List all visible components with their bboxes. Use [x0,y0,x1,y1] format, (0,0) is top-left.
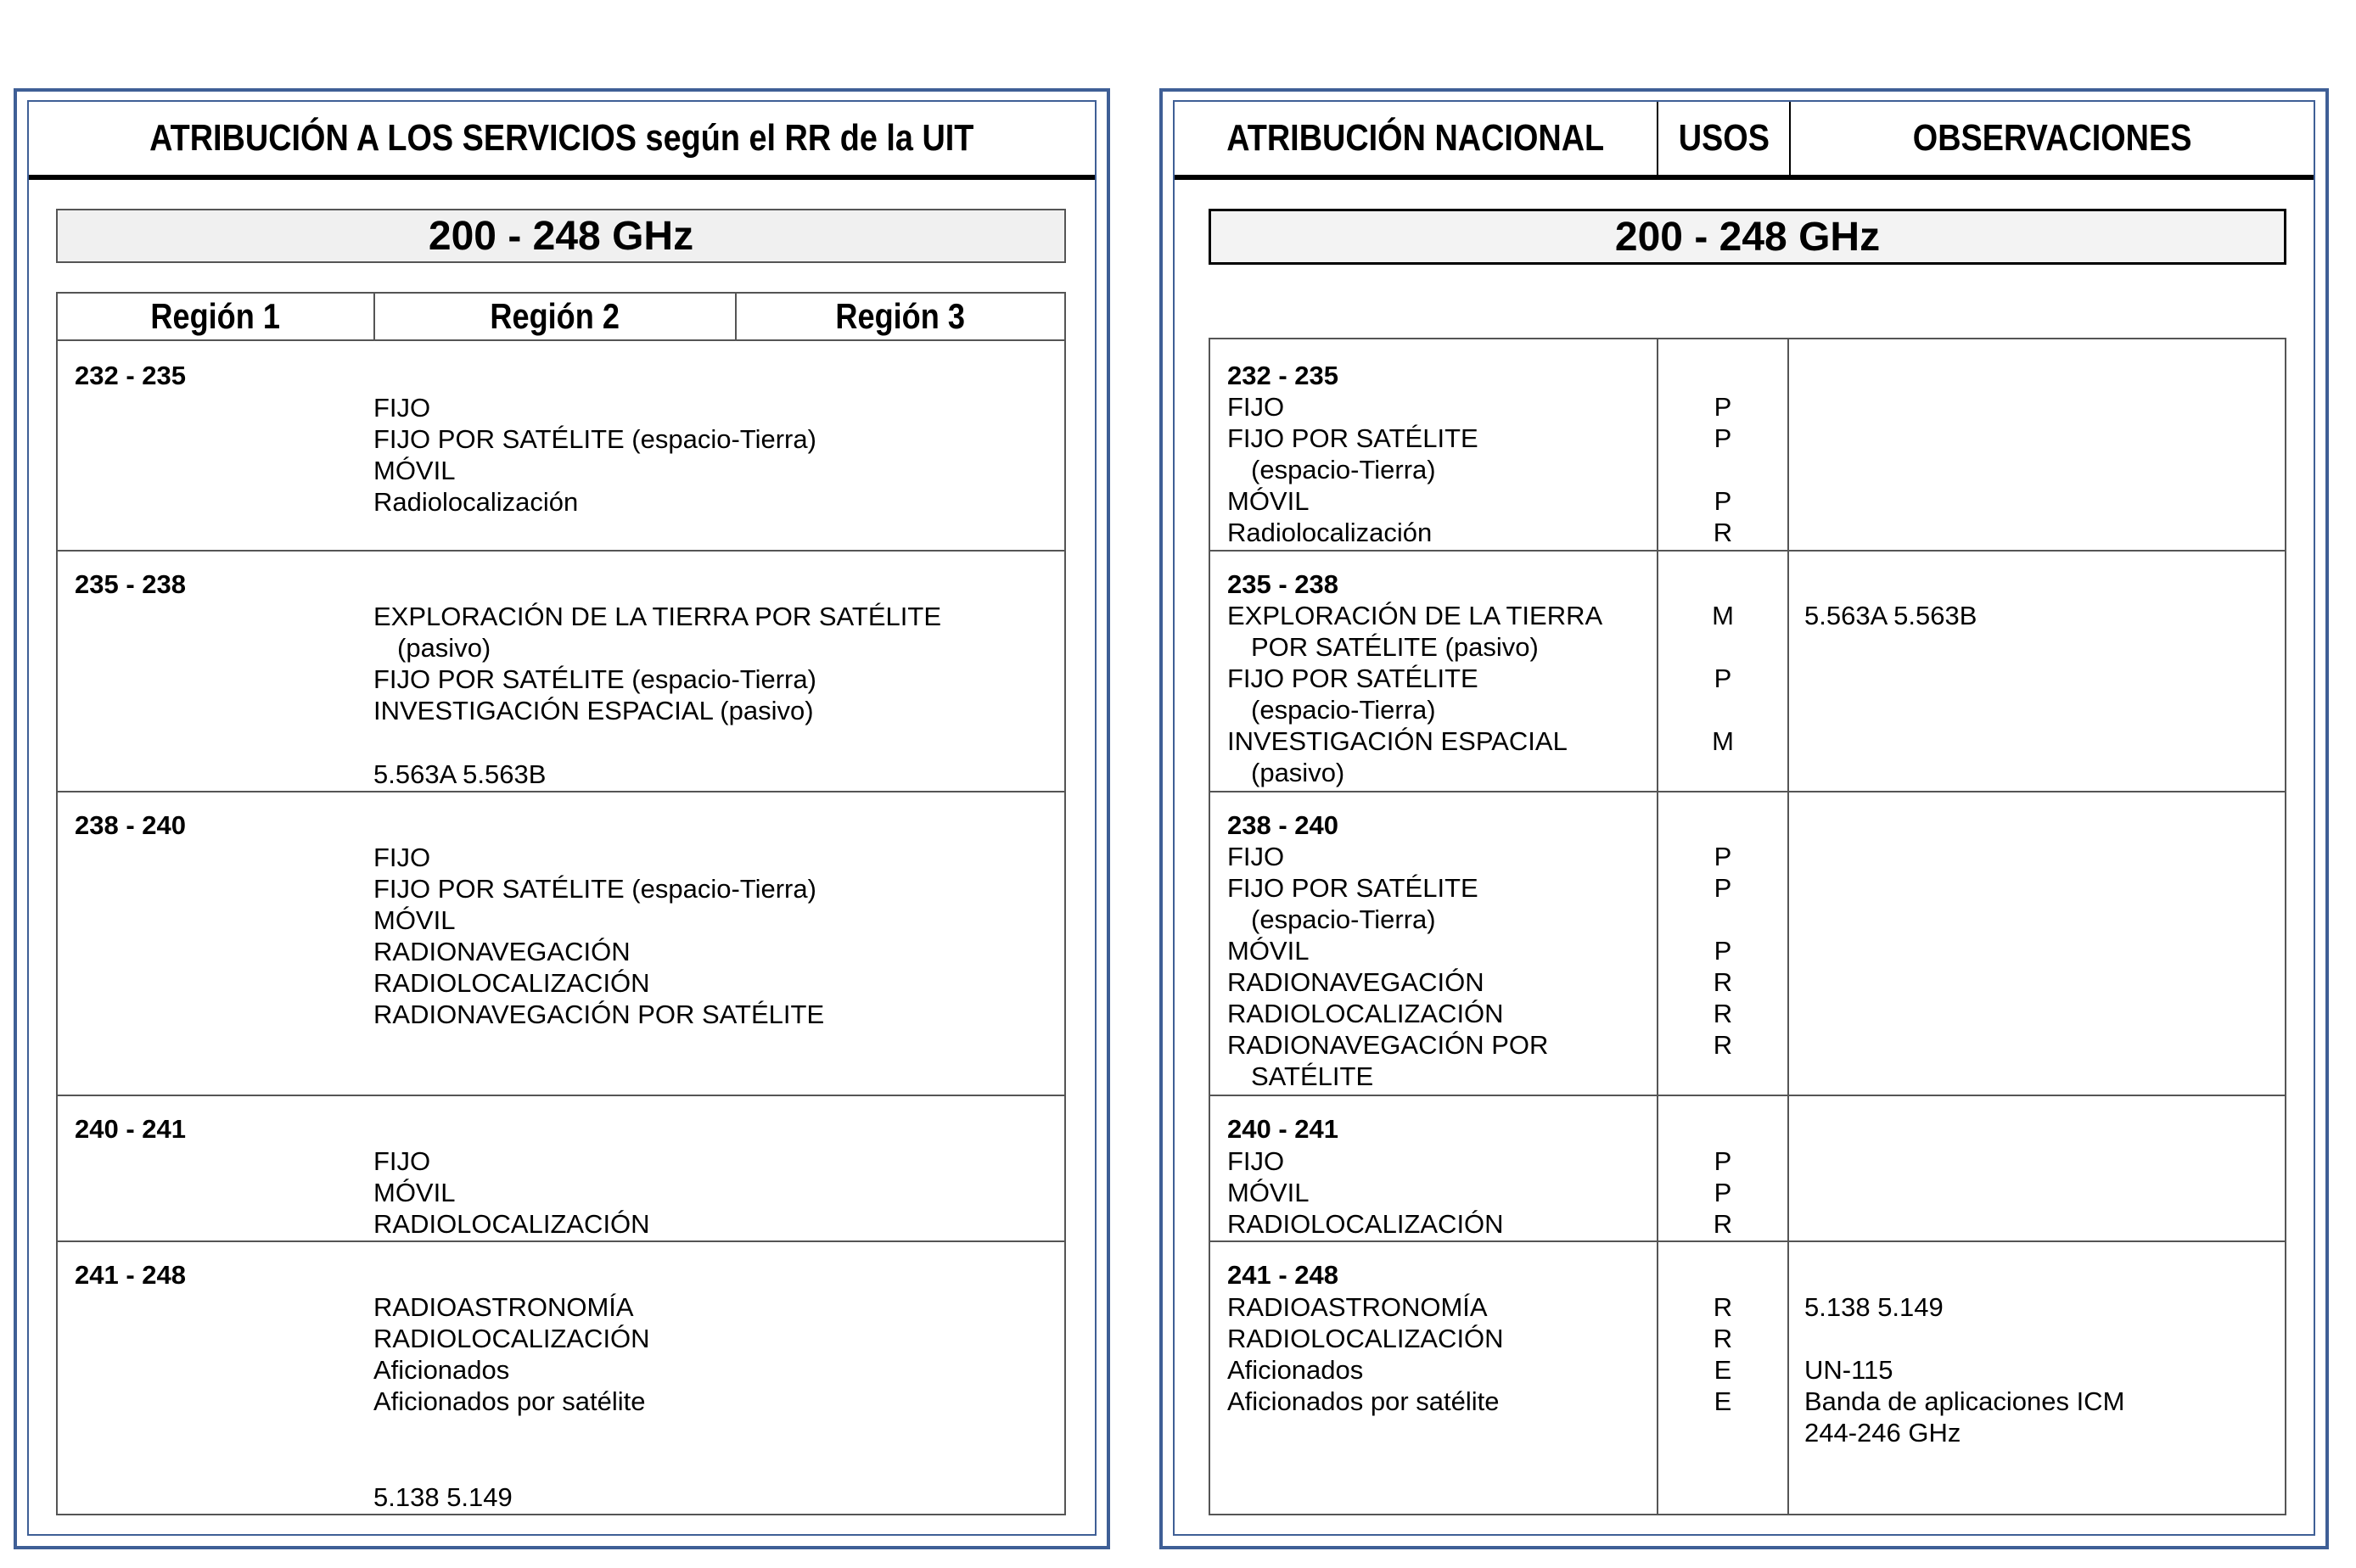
service-item: MÓVIL [1227,1178,1310,1207]
service-item: FIJO [373,393,431,423]
service-item: FIJO POR SATÉLITE (espacio-Tierra) [373,874,816,904]
service-item: Radiolocalización [1227,518,1433,547]
usage-code: P [1714,936,1732,966]
usage-code: P [1714,392,1732,422]
service-item: FIJO POR SATÉLITE [1227,423,1478,453]
usage-code: P [1714,486,1732,516]
service-item: (pasivo) [397,633,491,663]
service-item: INVESTIGACIÓN ESPACIAL [1227,726,1568,756]
band-range: 241 - 248 [1227,1260,1338,1290]
band-range: 235 - 238 [75,569,186,599]
service-item: MÓVIL [373,1178,456,1207]
service-item: (espacio-Tierra) [1251,904,1436,934]
region-header-row [56,292,1066,341]
region-1-header [58,294,375,339]
service-item: (pasivo) [1251,758,1345,787]
observation-text: Banda de aplicaciones ICM [1804,1386,2125,1416]
service-item: FIJO POR SATÉLITE (espacio-Tierra) [373,424,816,454]
national-allocation-table [1209,338,2286,1515]
service-item: FIJO [373,843,431,872]
region-2-header [375,294,737,339]
usage-code: E [1714,1386,1732,1416]
uses-header: USOS [1678,117,1770,159]
service-item: RADIONAVEGACIÓN [373,937,631,966]
usage-code: P [1714,842,1732,871]
observation-text: 5.563A 5.563B [1804,601,1977,630]
service-item: EXPLORACIÓN DE LA TIERRA [1227,601,1603,630]
service-item: RADIONAVEGACIÓN POR SATÉLITE [373,1000,825,1029]
service-item: RADIOASTRONOMÍA [373,1292,634,1322]
band-range: 240 - 241 [1227,1114,1338,1144]
left-band-label: 200 - 248 GHz [428,213,694,259]
uses-header-cell [1658,102,1791,175]
service-item: RADIOLOCALIZACIÓN [373,1209,650,1239]
service-item: RADIOLOCALIZACIÓN [373,1324,650,1353]
usage-code: R [1713,518,1733,547]
left-header-title: ATRIBUCIÓN A LOS SERVICIOS según el RR de la UIT [149,117,974,159]
service-item: Aficionados por satélite [373,1386,646,1416]
column-divider [1657,339,1658,1514]
row-divider [58,1240,1064,1242]
service-item: INVESTIGACIÓN ESPACIAL (pasivo) [373,696,814,725]
band-range: 241 - 248 [75,1260,186,1290]
usage-code: E [1714,1355,1732,1385]
usage-code: R [1713,1209,1733,1239]
usage-code: P [1714,1146,1732,1176]
band-range: 232 - 235 [75,361,186,390]
row-divider [58,791,1064,792]
national-header-cell [1175,102,1658,175]
region-3-header [737,294,1064,339]
row-divider [1210,550,2285,552]
service-item: (espacio-Tierra) [1251,455,1436,484]
right-header [1175,102,2314,180]
region-3-label: Región 3 [835,296,966,336]
usage-code: P [1714,664,1732,693]
service-item: RADIOLOCALIZACIÓN [1227,1209,1504,1239]
service-item: Aficionados [1227,1355,1364,1385]
national-header: ATRIBUCIÓN NACIONAL [1226,117,1605,159]
service-item: SATÉLITE [1251,1061,1374,1091]
service-item: (espacio-Tierra) [1251,695,1436,725]
service-item: FIJO [1227,392,1285,422]
observations-header: OBSERVACIONES [1912,117,2192,159]
row-divider [58,550,1064,552]
service-item: FIJO [1227,1146,1285,1176]
band-range: 235 - 238 [1227,569,1338,599]
usage-code: P [1714,1178,1732,1207]
usage-code: P [1714,873,1732,903]
row-divider [1210,791,2285,792]
region-2-label: Región 2 [490,296,620,336]
usage-code: R [1713,999,1733,1028]
usage-code: R [1713,1324,1733,1353]
row-divider [58,1095,1064,1096]
usage-code: R [1713,967,1733,997]
left-header [29,102,1095,180]
service-item: MÓVIL [1227,486,1310,516]
service-item: RADIOLOCALIZACIÓN [373,968,650,998]
observations-header-cell [1791,102,2314,175]
service-item: Aficionados por satélite [1227,1386,1500,1416]
service-item: RADIOLOCALIZACIÓN [1227,1324,1504,1353]
row-divider [1210,1095,2285,1096]
left-band-title [56,209,1066,263]
row-divider [1210,1240,2285,1242]
band-range: 238 - 240 [1227,810,1338,840]
service-item: Radiolocalización [373,487,579,517]
service-item: POR SATÉLITE (pasivo) [1251,632,1539,662]
service-item: FIJO POR SATÉLITE (espacio-Tierra) [373,664,816,694]
right-band-label: 200 - 248 GHz [1614,214,1881,260]
left-allocation-table [56,339,1066,1515]
usage-code: R [1713,1292,1733,1322]
service-item: EXPLORACIÓN DE LA TIERRA POR SATÉLITE [373,602,941,631]
band-range: 238 - 240 [75,810,186,840]
observation-text: 5.138 5.149 [1804,1292,1944,1322]
service-item: FIJO POR SATÉLITE [1227,873,1478,903]
service-item: MÓVIL [373,456,456,485]
usage-code: M [1712,601,1734,630]
service-item: MÓVIL [373,905,456,935]
column-divider [1787,339,1789,1514]
usage-code: M [1712,726,1734,756]
service-item: FIJO [1227,842,1285,871]
service-item: RADIONAVEGACIÓN [1227,967,1484,997]
service-item: Aficionados [373,1355,510,1385]
footnote: 5.138 5.149 [373,1482,513,1512]
service-item: RADIOASTRONOMÍA [1227,1292,1488,1322]
band-range: 232 - 235 [1227,361,1338,390]
usage-code: R [1713,1030,1733,1060]
service-item: MÓVIL [1227,936,1310,966]
band-range: 240 - 241 [75,1114,186,1144]
right-band-title [1209,209,2286,265]
service-item: RADIOLOCALIZACIÓN [1227,999,1504,1028]
observation-text: 244-246 GHz [1804,1418,1961,1448]
service-item: FIJO [373,1146,431,1176]
service-item: RADIONAVEGACIÓN POR [1227,1030,1549,1060]
footnote: 5.563A 5.563B [373,759,547,789]
observation-text: UN-115 [1804,1355,1893,1385]
region-1-label: Región 1 [150,296,281,336]
usage-code: P [1714,423,1732,453]
service-item: FIJO POR SATÉLITE [1227,664,1478,693]
